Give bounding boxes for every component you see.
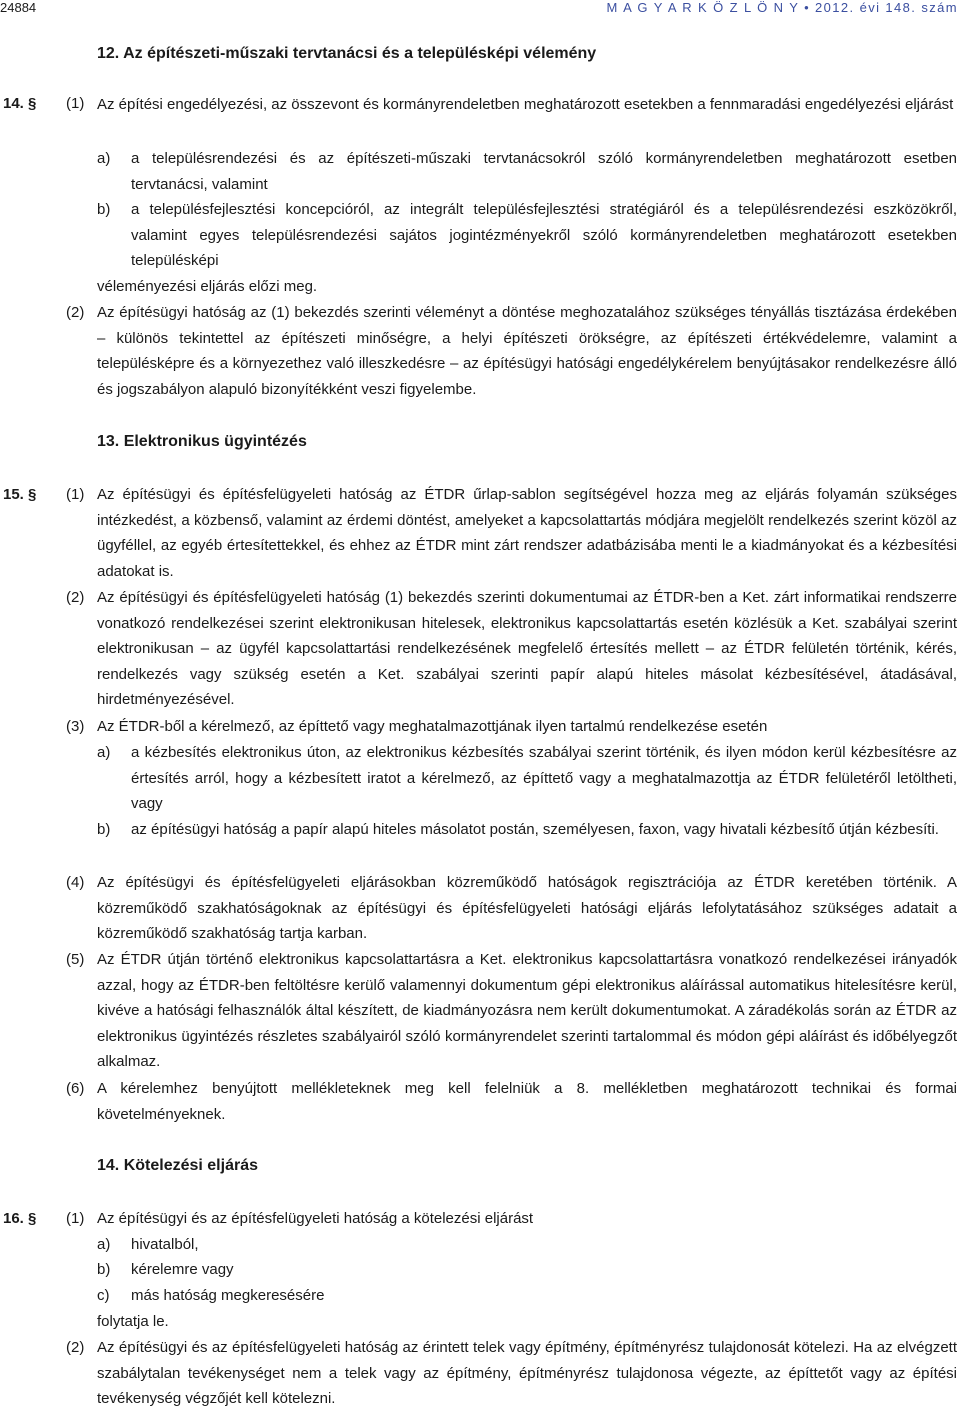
s15-item-a-label: a) [97,744,111,761]
s15-p1-number: (1) [66,486,85,503]
s15-p2-text: Az építésügyi és építésfelügyeleti hatóság (1) bekezdés szerinti dokumentumai az ÉTDR-ben a Ket. zárt informatikai rendszerre vonatkozó rendelkezései szerint elektronikusan hitelesek, elektronikus kapcsolattartás esetén közlésük a Ket. szabályai szerint elektronikusan – az ügyfél kapcsolattartási rendelkezésének megfelelő értesítés mellett – az ÉTDR felületén történik, kérés, rendelkezés vagy szükség esetén a Ket. szabályai szerinti papír alapú hiteles másolat kézbesítésével, átadásával, hirdetményezésével. [97,589,957,709]
s15-p6-text: A kérelemhez benyújtott mellékleteknek meg kell felelniük a 8. mellékletben meghatározott technikai és formai követelményeknek. [97,1080,957,1123]
s16-closing: folytatja le. [97,1313,169,1330]
s14-item-a-text: a településrendezési és az építészeti-műszaki tervtanácsokról szóló kormányrendeletben meghatározott esetben tervtanácsi, valamint [131,150,957,193]
s14-p1-number: (1) [66,95,85,112]
s14-item-b-text: a településfejlesztési koncepcióról, az integrált településfejlesztési stratégiáról és a településrendezési eszközökről, valamint egyes településrendezési sajátos jogintézményekről szóló kormányrendeletben meghatározott esetekben településképi [131,201,957,270]
journal-title: M A G Y A R K Ö Z L Ö N Y • 2012. évi 148. szám [606,0,958,15]
s15-item-b-text: az építésügyi hatóság a papír alapú hiteles másolatot postán, személyesen, faxon, vagy hivatali kézbesítő útján kézbesíti. [131,821,939,838]
s15-item-a-text: a kézbesítés elektronikus úton, az elektronikus kézbesítés szabályai szerint történik, és ilyen módon kerül kézbesítésre az értesítés arról, hogy a kézbesített iratot a kérelmező, az építtető vagy a meghatalmazottja az ÉTDR felületéről letöltheti, vagy [131,744,957,813]
s14-p2-number: (2) [66,304,85,321]
s14-p1-text: Az építési engedélyezési, az összevont és kormányrendeletben meghatározott esetekben a fennmaradási engedélyezési eljárást [97,96,954,113]
s15-p3-text: Az ÉTDR-ből a kérelmező, az építtető vagy meghatalmazottjának ilyen tartalmú rendelkezése esetén [97,718,768,735]
chapter-12-title: 12. Az építészeti-műszaki tervtanácsi és a településképi vélemény [97,45,597,62]
s14-p2-text: Az építésügyi hatóság az (1) bekezdés szerinti véleményt a döntése meghozatalához szükséges tényállás tisztázása érdekében – különös tekintettel az építészeti minőségre, a helyi építészeti örökségre, az építészeti értékvédelemre, valamint a településképre és a környezethez való illeszkedésre – az építésügyi hatósági engedélykérelem benyújtásakor rendelkezésre álló és jogszabályon alapuló bizonyítékként veszi figyelembe. [97,304,957,398]
s16-p2-number: (2) [66,1339,85,1356]
s15-p4-text: Az építésügyi és építésfelügyeleti eljárásokban közreműködő hatóságok regisztrációja az ÉTDR keretében történik. A közreműködő szakhatóságoknak az építésügyi és építésfelügyeleti hatósági eljárás lefolytatásához szükséges adatait a közreműködő szakhatóság tartja karban. [97,874,957,943]
section-15-number: 15. § [3,486,37,503]
section-16-number: 16. § [3,1210,37,1227]
page-header [0,0,960,20]
s16-item-c-label: c) [97,1287,110,1304]
s16-item-a-label: a) [97,1236,111,1253]
s16-item-c-text: más hatóság megkeresésére [131,1287,325,1304]
s14-closing: véleményezési eljárás előzi meg. [97,278,318,295]
s15-p3-number: (3) [66,718,85,735]
s15-p4-number: (4) [66,874,85,891]
s15-p6-number: (6) [66,1080,85,1097]
section-14-number: 14. § [3,95,37,112]
page-number: 24884 [0,0,37,15]
s15-item-b-label: b) [97,821,111,838]
chapter-13-title: 13. Elektronikus ügyintézés [97,433,307,450]
s15-p5-number: (5) [66,951,85,968]
s16-p1-text: Az építésügyi és az építésfelügyeleti hatóság a kötelezési eljárást [97,1210,534,1227]
s16-item-b-label: b) [97,1261,111,1278]
s15-p1-text: Az építésügyi és építésfelügyeleti hatóság az ÉTDR űrlap-sablon segítségével hozza meg az eljárás folyamán szükséges intézkedést, a közbenső, valamint az érdemi döntést, amelyeket a kapcsolattartás módjára megjelölt rendelkezés szerint közöl az ügyféllel, az egyéb értesítettekkel, és ehhez az ÉTDR mint zárt rendszer adatbázisába menti le a kiadmányokat és a kézbesítési adatokat is. [97,486,957,580]
s16-item-b-text: kérelemre vagy [131,1261,234,1278]
chapter-14-title: 14. Kötelezési eljárás [97,1157,258,1174]
s16-p1-number: (1) [66,1210,85,1227]
s14-item-a-label: a) [97,150,111,167]
s15-p5-text: Az ÉTDR útján történő elektronikus kapcsolattartásra a Ket. elektronikus kapcsolattartásra vonatkozó rendelkezései irányadók azzal, hogy az ÉTDR-ben feltöltésre kerülő valamennyi dokumentum gépi elektronikus aláírással automatikus hitelesítésre kerül, kivéve a hatósági felhasználók által készített, de kiadmányozásra nem került dokumentumokat. A záradékolás során az ÉTDR az elektronikus ügyintézés részletes szabályairól szóló kormányrendelet szerinti tartalommal és módon gépi aláírást és időbélyegzőt alkalmaz. [97,951,957,1071]
s14-item-b-label: b) [97,201,111,218]
s15-p2-number: (2) [66,589,85,606]
s16-item-a-text: hivatalból, [131,1236,199,1253]
s16-p2-text: Az építésügyi és az építésfelügyeleti hatóság az érintett telek vagy építmény, építményrész tulajdonosát kötelezi. Ha az elvégzett szabálytalan tevékenységet nem a telek vagy az építmény, építményrész tulajdonosa végezte, az építtetőt vagy az építési tevékenység végzőjét kell kötelezni. [97,1339,957,1408]
